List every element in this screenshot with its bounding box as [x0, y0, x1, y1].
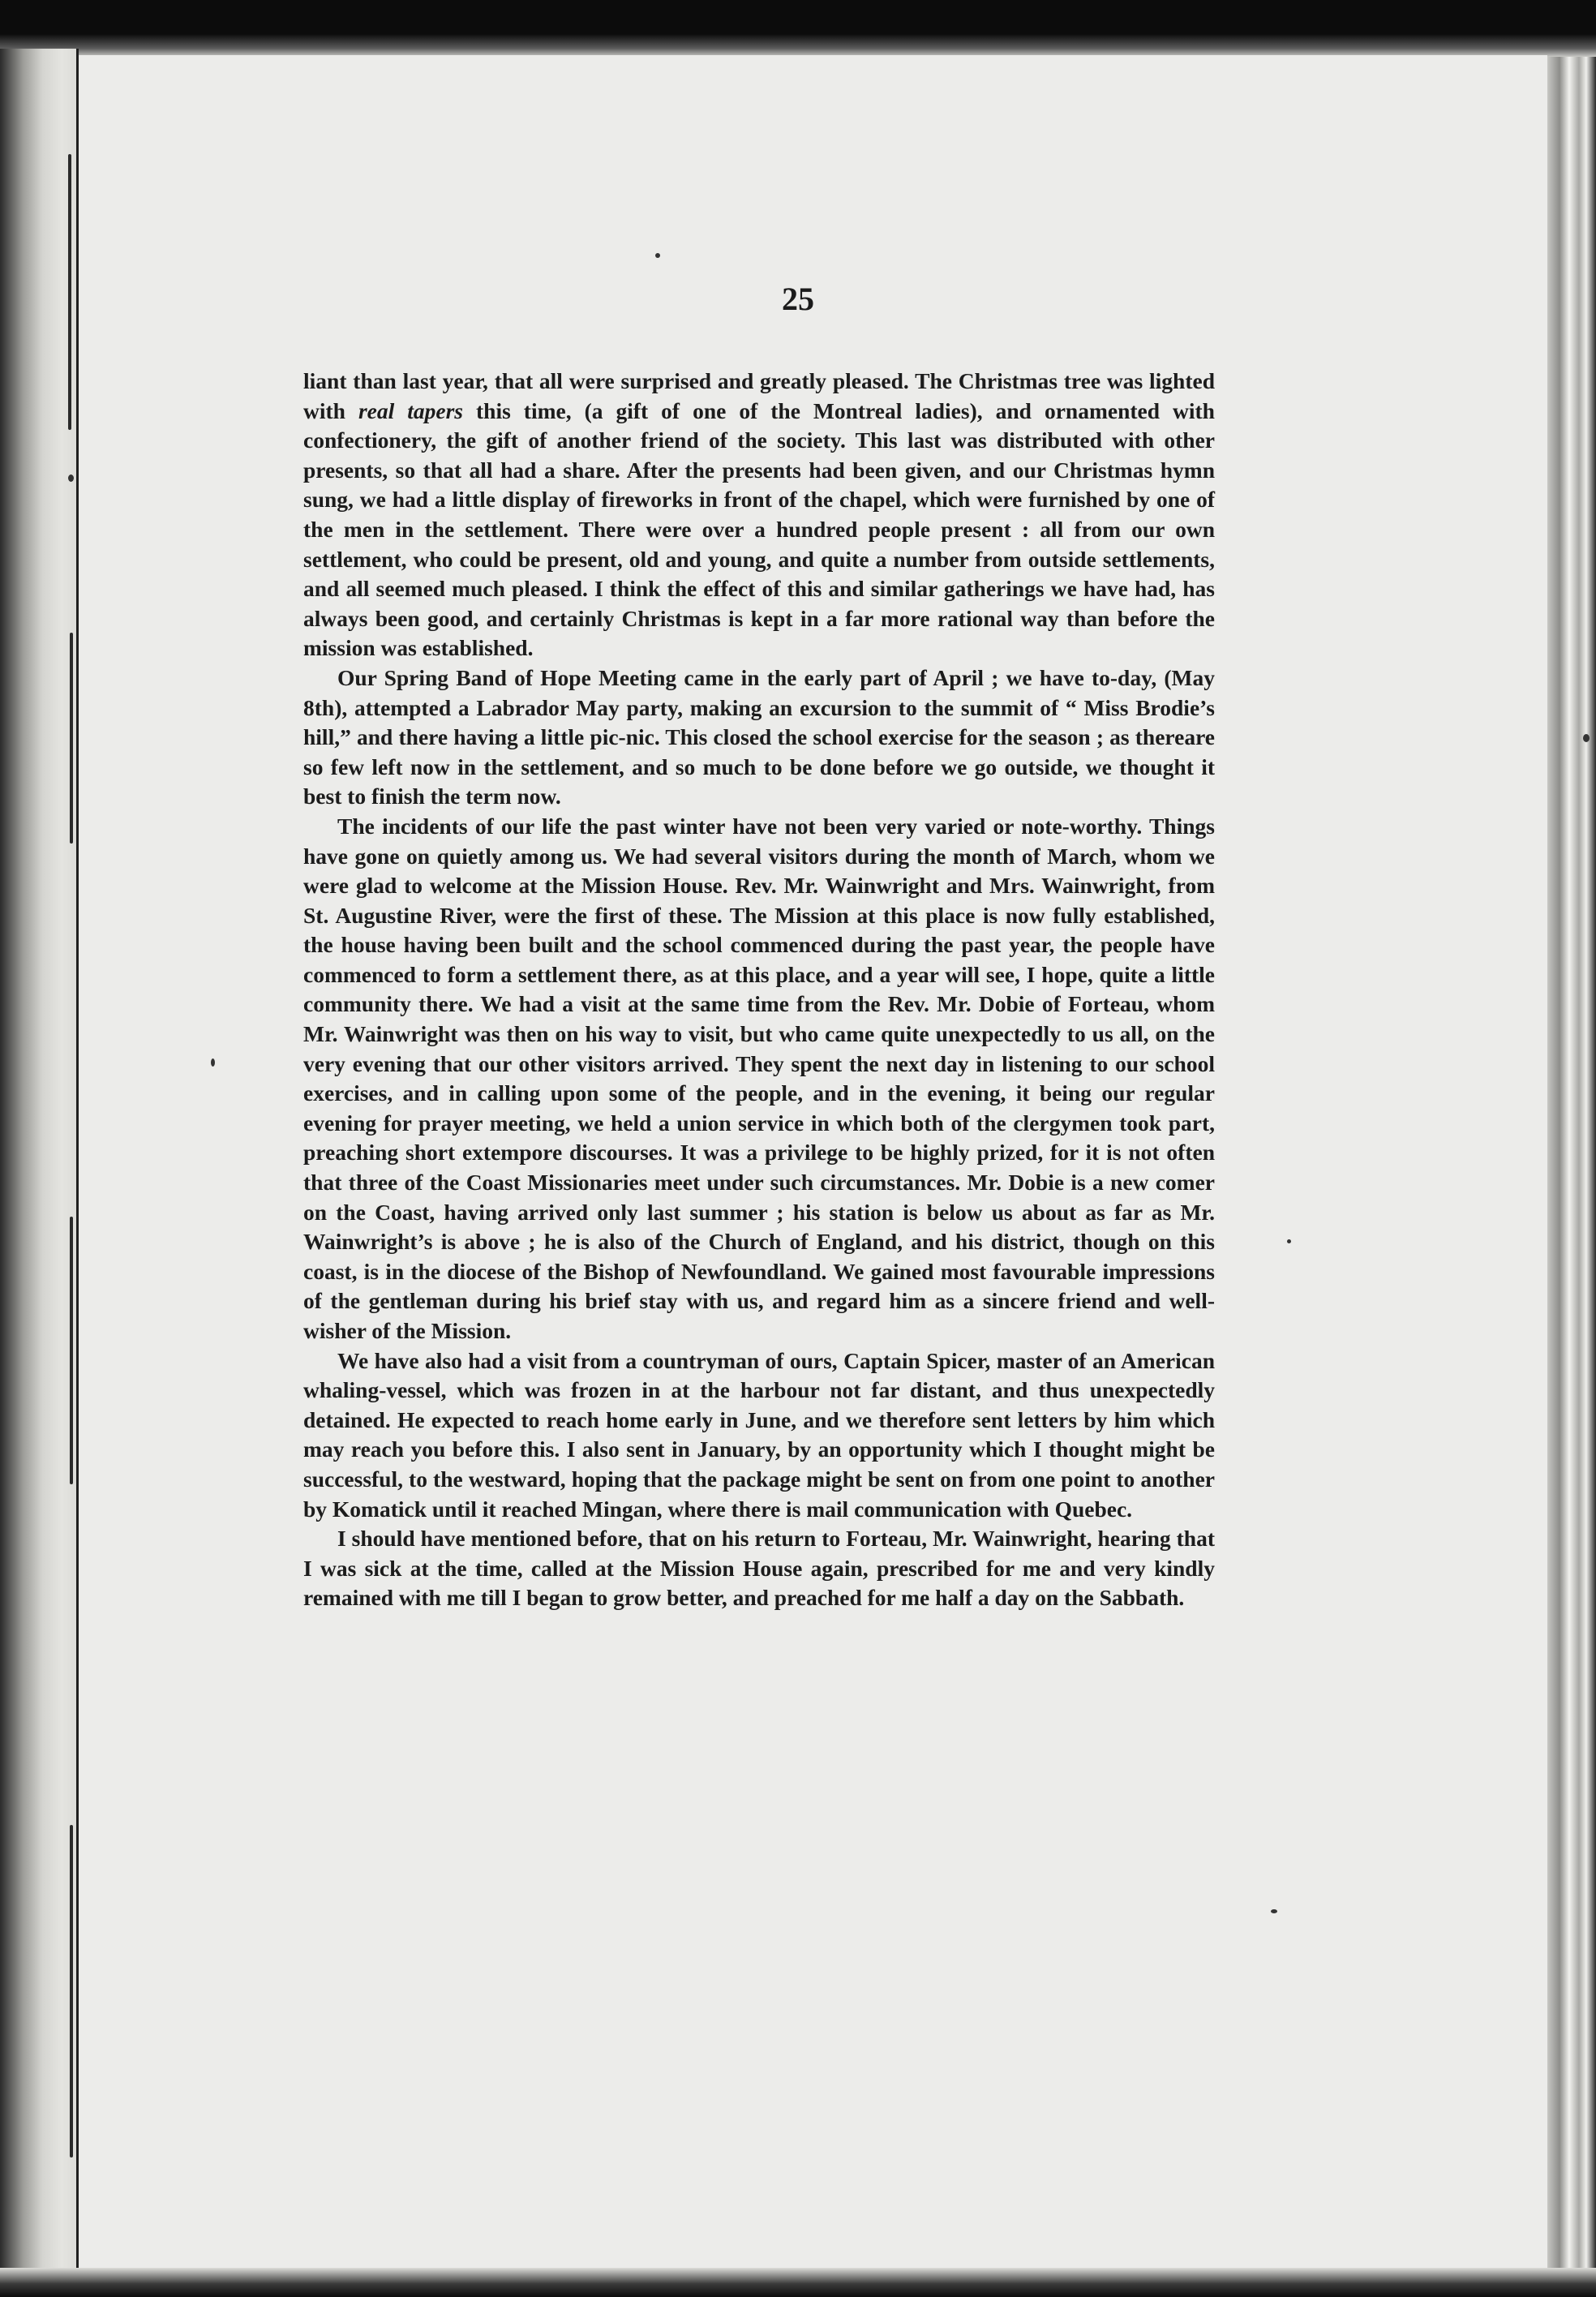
right-page-edge: [1547, 57, 1596, 2271]
paragraph-christmas: [303, 367, 1215, 663]
ink-speck: [68, 474, 74, 482]
left-binding-strip: [0, 49, 77, 2271]
binding-thread-mark: [70, 1825, 73, 2157]
paragraph-text: this time, (a gift of one of the Montreal ladies), and ornamented with confectionery, the gift of another friend of the society. This last was distributed with other presents, so that all had a share. After the presents had been given, and our Christmas hymn sung, we had a little display of fireworks in front of the chapel, which were furnished by one of the men in the settlement. There were over a hundred people present : all from our own settlement, who could be present, old and young, and quite a number from outside settlements, and all seemed much pleased. I think the effect of this and similar gatherings we have had, has always been good, and certainly Christmas is kept in a far more rational way than before the mission was established.: [303, 397, 1215, 661]
paragraph-text: liant than last year, that all were surprised and greatly pleased. The Christmas tree was lighted with: [303, 368, 1215, 423]
binding-thread-mark: [70, 1217, 73, 1484]
paragraph-wainwright-return: I should have mentioned before, that on his return to Forteau, Mr. Wainwright, hearing that I was sick at the time, called at the Mission House again, prescribed for me and very kindly remained with me till I began to grow better, and preached for me half a day on the Sabbath.: [303, 1526, 1215, 1611]
page-number: 25: [782, 281, 814, 317]
ink-speck: [1271, 1909, 1277, 1913]
body-text: [303, 367, 1215, 1613]
ink-speck: [211, 1058, 215, 1067]
emphasis-real-tapers: real tapers: [358, 397, 463, 423]
binding-thread-mark: [70, 633, 73, 844]
paragraph-captain-spicer: We have also had a visit from a countryman of ours, Captain Spicer, master of an American whaling-vessel, which was frozen in at the harbour not far distant, and thus unexpectedly detained. He expected to reach home early in June, and we therefore sent letters by him which may reach you before this. I also sent in January, by an opportunity which I thought might be successful, to the westward, hoping that the package might be sent on from one point to another by Komatick until it reached Mingan, where there is mail communication with Quebec.: [303, 1347, 1215, 1522]
ink-speck: [1583, 734, 1590, 742]
top-scan-shadow: [0, 0, 1596, 57]
bottom-scan-shadow: [0, 2268, 1596, 2297]
ink-speck: [655, 253, 660, 258]
paragraph-winter-visitors: The incidents of our life the past winter have not been very varied or note-worthy. Things have gone on quietly among us. We had several visitors during the month of March, whom we were glad to welcome at the Mission House. Rev. Mr. Wainwright and Mrs. Wainwright, from St. Augustine River, were the first of these. The Mission at this place is now fully established, the house having been built and the school commenced during the past year, the people have commenced to form a settlement there, as at this place, and a year will see, I hope, quite a little community there. We had a visit at the same time from the Rev. Mr. Dobie of Forteau, whom Mr. Wainwright was then on his way to visit, but who came quite unexpectedly to us all, on the very evening that our other visitors arrived. They spent the next day in listening to our school exercises, and in calling upon some of the people, and in the evening, it being our regular evening for prayer meeting, we held a union service in which both of the clergymen took part, preaching short extempore discourses. It was a privilege to be highly prized, for it is not often that three of the Coast Missionaries meet under such circumstances. Mr. Dobie is a new comer on the Coast, having arrived only last summer ; his station is below us about as far as Mr. Wainwright’s is above ; he is also of the Church of England, and his district, though on this coast, is in the diocese of the Bishop of Newfoundland. We gained most favourable impressions of the gentleman during his brief stay with us, and regard him as a sincere friend and well-wisher of the Mission.: [303, 813, 1215, 1343]
ink-speck: [1287, 1239, 1291, 1243]
paragraph-band-of-hope: Our Spring Band of Hope Meeting came in the early part of April ; we have to-day, (May 8th), attempted a Labrador May party, making an excursion to the summit of “ Miss Brodie’s hill,” and there having a little pic-nic. This closed the school exercise for the season ; as thereare so few left now in the settlement, and so much to be done before we go outside, we thought it best to finish the term now.: [303, 664, 1215, 809]
